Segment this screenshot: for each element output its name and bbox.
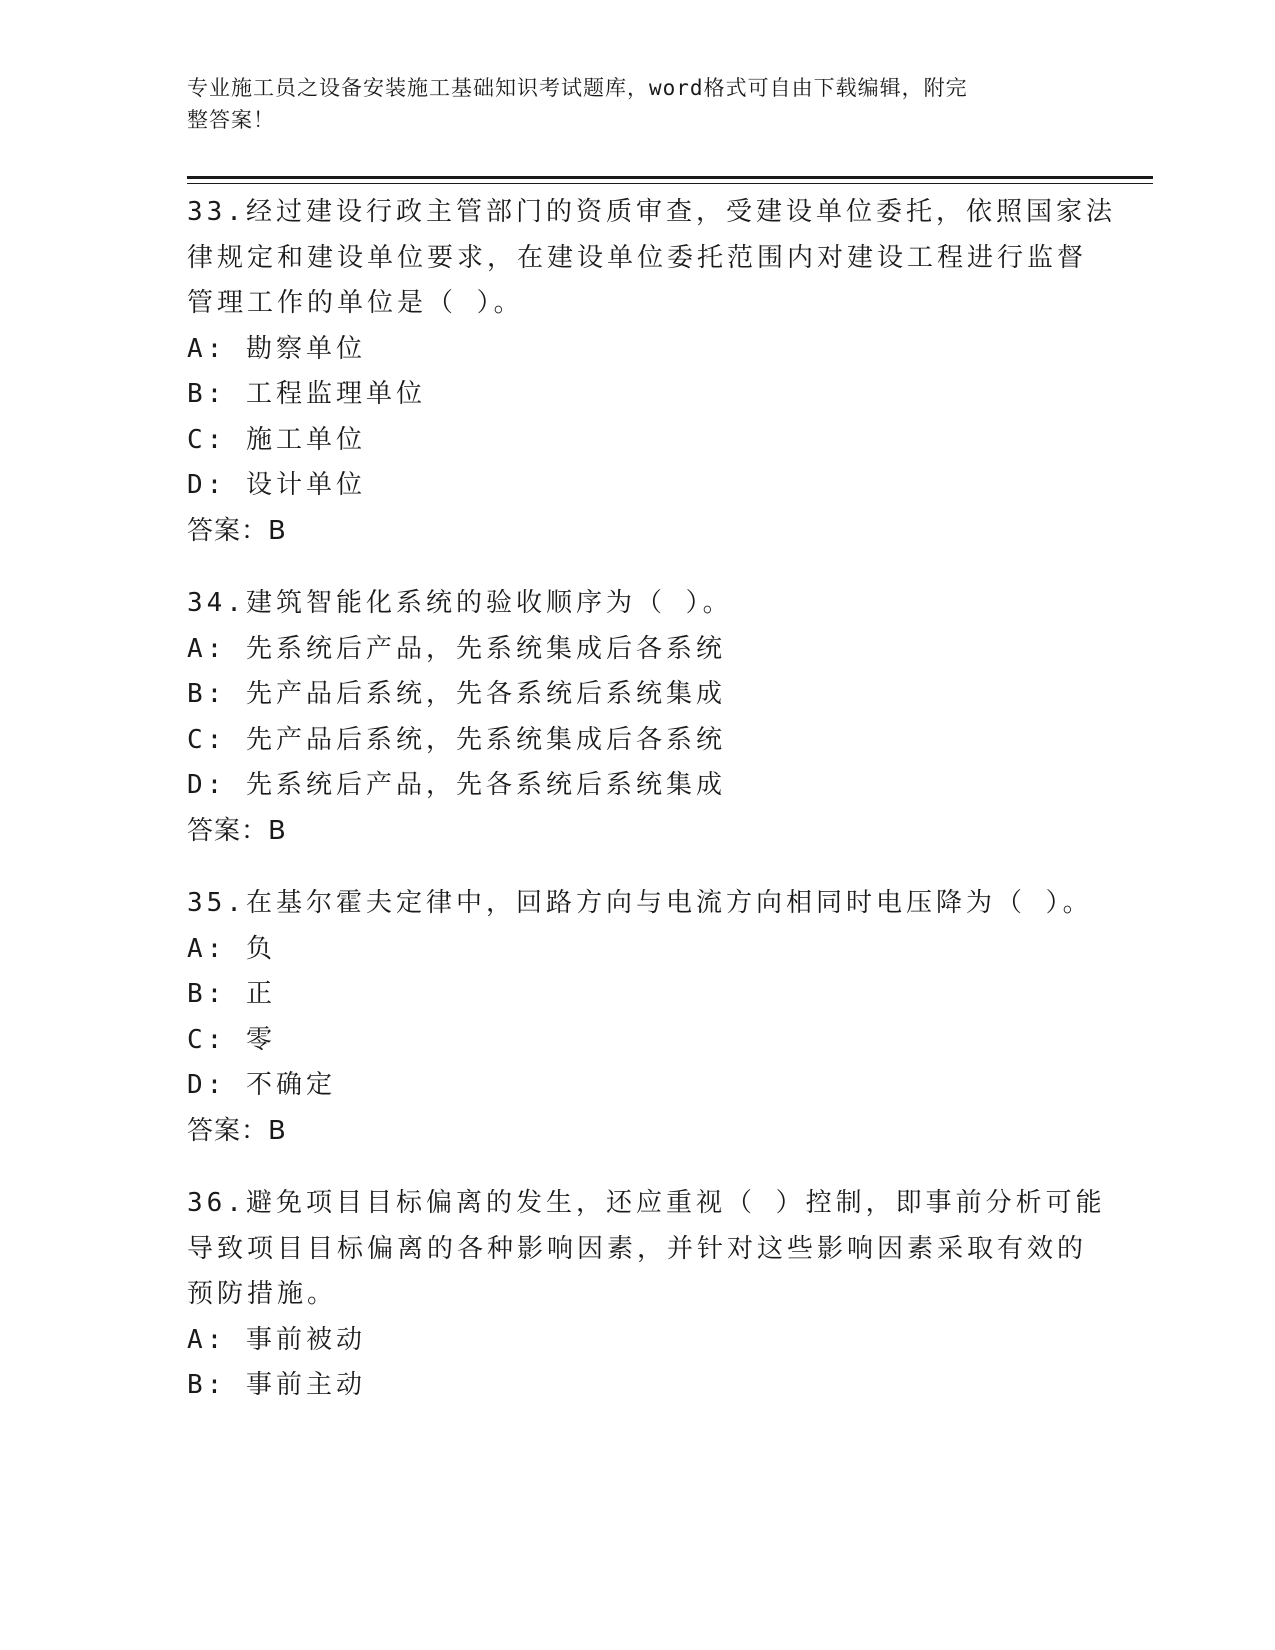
- header-line-1: 专业施工员之设备安装施工基础知识考试题库，word格式可自由下载编辑，附完: [187, 76, 968, 100]
- option-b: B: 工程监理单位: [187, 379, 426, 409]
- question-34: [187, 581, 1087, 854]
- option-c: C: 先产品后系统，先系统集成后各系统: [187, 724, 726, 755]
- answer-line: 答案：B: [187, 1115, 287, 1146]
- header-rule-thick: [187, 176, 1153, 179]
- answer-line: 答案：B: [187, 515, 287, 546]
- option-a: A: 事前被动: [187, 1324, 366, 1355]
- header-line-2: 整答案！: [187, 108, 275, 132]
- question-stem-line: 导致项目目标偏离的各种影响因素，并针对这些影响因素采取有效的: [187, 1233, 1088, 1264]
- question-list: [187, 190, 1116, 1436]
- option-b: B: 事前主动: [187, 1370, 366, 1400]
- option-a: A: 勘察单位: [187, 333, 366, 364]
- question-stem-line: 管理工作的单位是（ ）。: [187, 288, 524, 318]
- option-a: A: 负: [187, 933, 276, 964]
- question-stem-line: 律规定和建设单位要求，在建设单位委托范围内对建设工程进行监督: [187, 242, 1088, 273]
- question-stem-line: 36.避免项目目标偏离的发生，还应重视（ ）控制，即事前分析可能: [187, 1188, 1106, 1218]
- header-rule-thin: [187, 183, 1153, 184]
- option-a: A: 先系统后产品，先系统集成后各系统: [187, 633, 726, 664]
- question-stem-line: 34.建筑智能化系统的验收顺序为（ ）。: [187, 588, 733, 618]
- option-b: B: 先产品后系统，先各系统后系统集成: [187, 679, 726, 709]
- option-d: D: 先系统后产品，先各系统后系统集成: [187, 770, 726, 800]
- option-d: D: 不确定: [187, 1070, 336, 1100]
- option-b: B: 正: [187, 979, 276, 1009]
- document-header: [187, 72, 1067, 136]
- question-stem-line: 33.经过建设行政主管部门的资质审查，受建设单位委托，依照国家法: [187, 197, 1116, 227]
- question-stem-line: 预防措施。: [187, 1279, 338, 1309]
- option-d: D: 设计单位: [187, 470, 366, 500]
- question-36: [187, 1181, 1106, 1409]
- question-stem-line: 35.在基尔霍夫定律中，回路方向与电流方向相同时电压降为（ ）。: [187, 888, 1093, 918]
- question-35: [187, 881, 1093, 1154]
- option-c: C: 施工单位: [187, 424, 366, 455]
- question-33: [187, 190, 1116, 554]
- answer-line: 答案：B: [187, 815, 287, 846]
- option-c: C: 零: [187, 1024, 276, 1055]
